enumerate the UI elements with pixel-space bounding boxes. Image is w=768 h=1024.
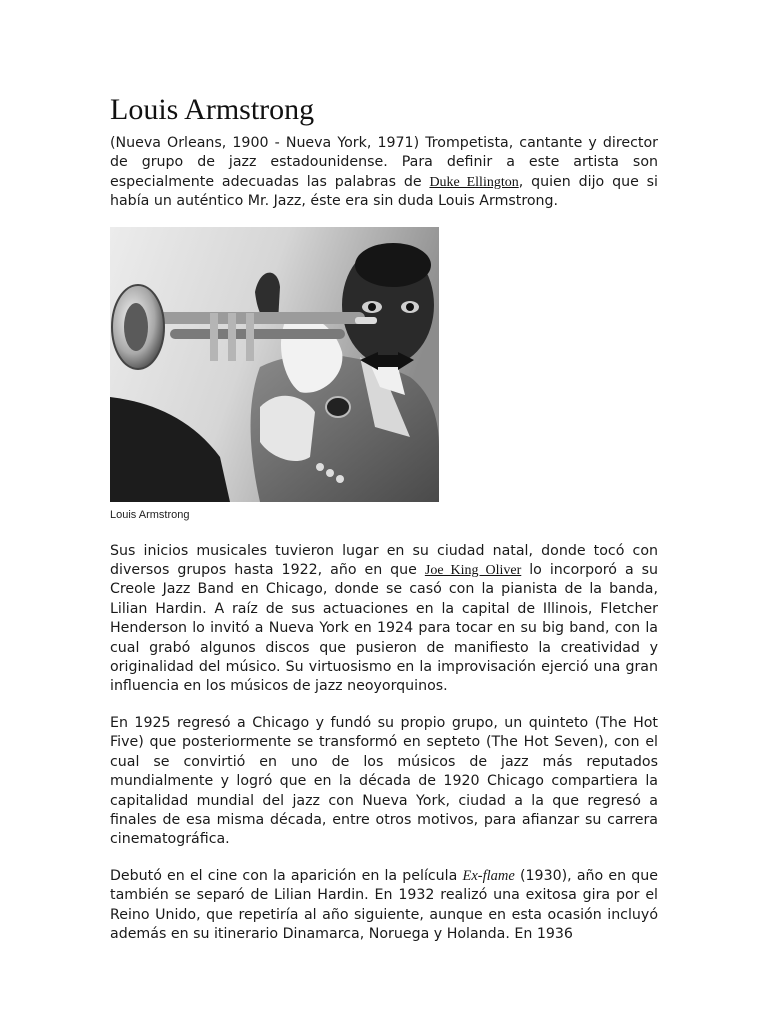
portrait-photo (110, 227, 439, 502)
film-title: Ex-flame (462, 867, 515, 884)
paragraph-3-text-start: Debutó en el cine con la aparición en la película (110, 867, 463, 884)
intro-paragraph (110, 134, 658, 212)
photo-caption: Louis Armstrong (110, 508, 190, 521)
paragraph-1-text-end: lo incorporó a su Creole Jazz Band en Chicago, donde se casó con la pianista de la banda, Lilian Hardin. A raíz de sus actuaciones en la capital de Illinois, Fletcher Henderson lo invitó a Nueva York en 1924 para tocar en su big band, con la cual grabó algunos discos que pusieron de manifiesto la creatividad y originalidad del músico. Su virtuosismo en la improvisación ejerció una gran influencia en los músicos de jazz neoyorquinos. (110, 562, 659, 695)
intro-text-start: (Nueva Orleans, 1900 - Nueva York, 1971) Trompetista, cantante y director de grupo de jazz estadounidense. Para definir a este artista son especialmente adecuadas las palabras de (110, 135, 658, 190)
body-paragraph-2: En 1925 regresó a Chicago y fundó su propio grupo, un quinteto (The Hot Five) que posteriormente se transformó en septeto (The Hot Seven), con el cual se convirtió en uno de los músicos de jazz más reputados mundialmente y logró que en la década de 1920 Chicago compartiera la capitalidad mundial del jazz con Nueva York, ciudad a la que regresó a finales de esa misma década, entre otros motivos, para afianzar su carrera cinematográfica. (110, 714, 658, 848)
document-page (110, 92, 658, 944)
body-paragraph-1 (110, 542, 658, 697)
page-title: Louis Armstrong (110, 93, 315, 126)
joe-king-oliver-link[interactable]: Joe King Oliver (424, 563, 522, 579)
duke-ellington-link[interactable]: Duke Ellington (429, 174, 519, 190)
paragraph-1-text-start: Sus inicios musicales tuvieron lugar en su ciudad natal, donde tocó con diversos grupos hasta 1922, año en que (110, 542, 658, 579)
body-paragraph-3 (110, 867, 658, 945)
intro-text-end: , quien dijo que si había un auténtico Mr. Jazz, éste era sin duda Louis Armstrong. (110, 173, 658, 210)
paragraph-3-text-end: (1930), año en que también se separó de Lilian Hardin. En 1932 realizó una exitosa gira por el Reino Unido, que repetiría al año siguiente, aunque en esta ocasión incluyó además en su itinerario Dinamarca, Noruega y Holanda. En 1936 (110, 867, 658, 942)
